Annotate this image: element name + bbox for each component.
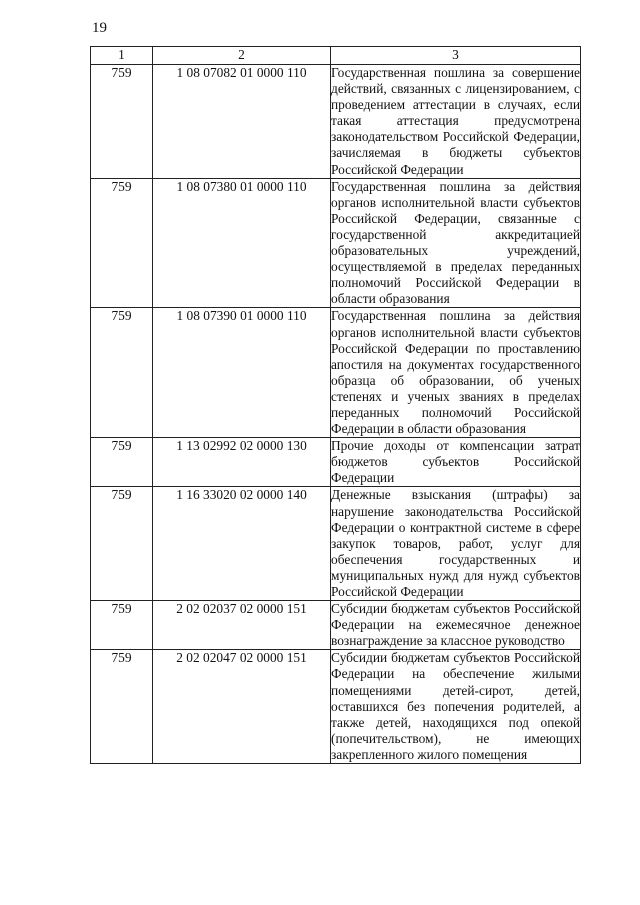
budget-classification-code-cell: 1 08 07380 01 0000 110 — [153, 178, 331, 308]
budget-classification-code-cell: 1 08 07082 01 0000 110 — [153, 65, 331, 179]
admin-code-cell: 759 — [91, 308, 153, 438]
admin-code-cell: 759 — [91, 178, 153, 308]
admin-code-cell: 759 — [91, 601, 153, 650]
header-column-3: 3 — [331, 47, 581, 65]
description-cell: Государственная пошлина за действия органов исполнительной власти субъектов Российской Федерации, связанные с государственной аккредитацией образовательных учреждений, осуществляемой в пределах переданных полномочий Российской Федерации в области образования — [331, 178, 580, 307]
description-cell: Денежные взыскания (штрафы) за нарушение законодательства Российской Федерации о контрактной системе в сфере закупок товаров, работ, услуг для обеспечения государственных и муниципальных нужд для нужд субъектов Российской Федерации — [331, 487, 580, 599]
header-column-1: 1 — [91, 47, 153, 65]
table-row — [91, 438, 581, 487]
budget-classification-code-cell: 2 02 02037 02 0000 151 — [153, 601, 331, 650]
budget-code-table — [90, 46, 581, 764]
budget-classification-code-cell: 2 02 02047 02 0000 151 — [153, 650, 331, 764]
admin-code-cell: 759 — [91, 487, 153, 601]
description-cell: Субсидии бюджетам субъектов Российской Федерации на обеспечение жилыми помещениями детей-сирот, детей, оставшихся без попечения родителей, а также детей, находящихся под опекой (попечительством), не имеющих закрепленного жилого помещения — [331, 650, 580, 762]
description-cell: Государственная пошлина за совершение действий, связанных с лицензированием, с проведением аттестации в случаях, если такая аттестация предусмотрена законодательством Российской Федерации, зачисляемая в бюджеты субъектов Российской Федерации — [331, 65, 580, 177]
header-column-2: 2 — [153, 47, 331, 65]
table-header-row — [91, 47, 581, 65]
description-cell: Субсидии бюджетам субъектов Российской Федерации на ежемесячное денежное вознаграждение за классное руководство — [331, 601, 580, 649]
description-cell: Государственная пошлина за действия органов исполнительной власти субъектов Российской Федерации по проставлению апостиля на документах государственного образца об образовании, об ученых степенях и ученых званиях в пределах переданных полномочий Российской Федерации в области образования — [331, 308, 580, 437]
page-number: 19 — [92, 20, 107, 36]
table-row — [91, 487, 581, 601]
description-cell: Прочие доходы от компенсации затрат бюджетов субъектов Российской Федерации — [331, 438, 580, 486]
table-row — [91, 308, 581, 438]
budget-classification-code-cell: 1 13 02992 02 0000 130 — [153, 438, 331, 487]
admin-code-cell: 759 — [91, 65, 153, 179]
table-row — [91, 65, 581, 179]
table-row — [91, 650, 581, 764]
budget-classification-code-cell: 1 16 33020 02 0000 140 — [153, 487, 331, 601]
admin-code-cell: 759 — [91, 650, 153, 764]
table-row — [91, 601, 581, 650]
table-row — [91, 178, 581, 308]
admin-code-cell: 759 — [91, 438, 153, 487]
budget-classification-code-cell: 1 08 07390 01 0000 110 — [153, 308, 331, 438]
